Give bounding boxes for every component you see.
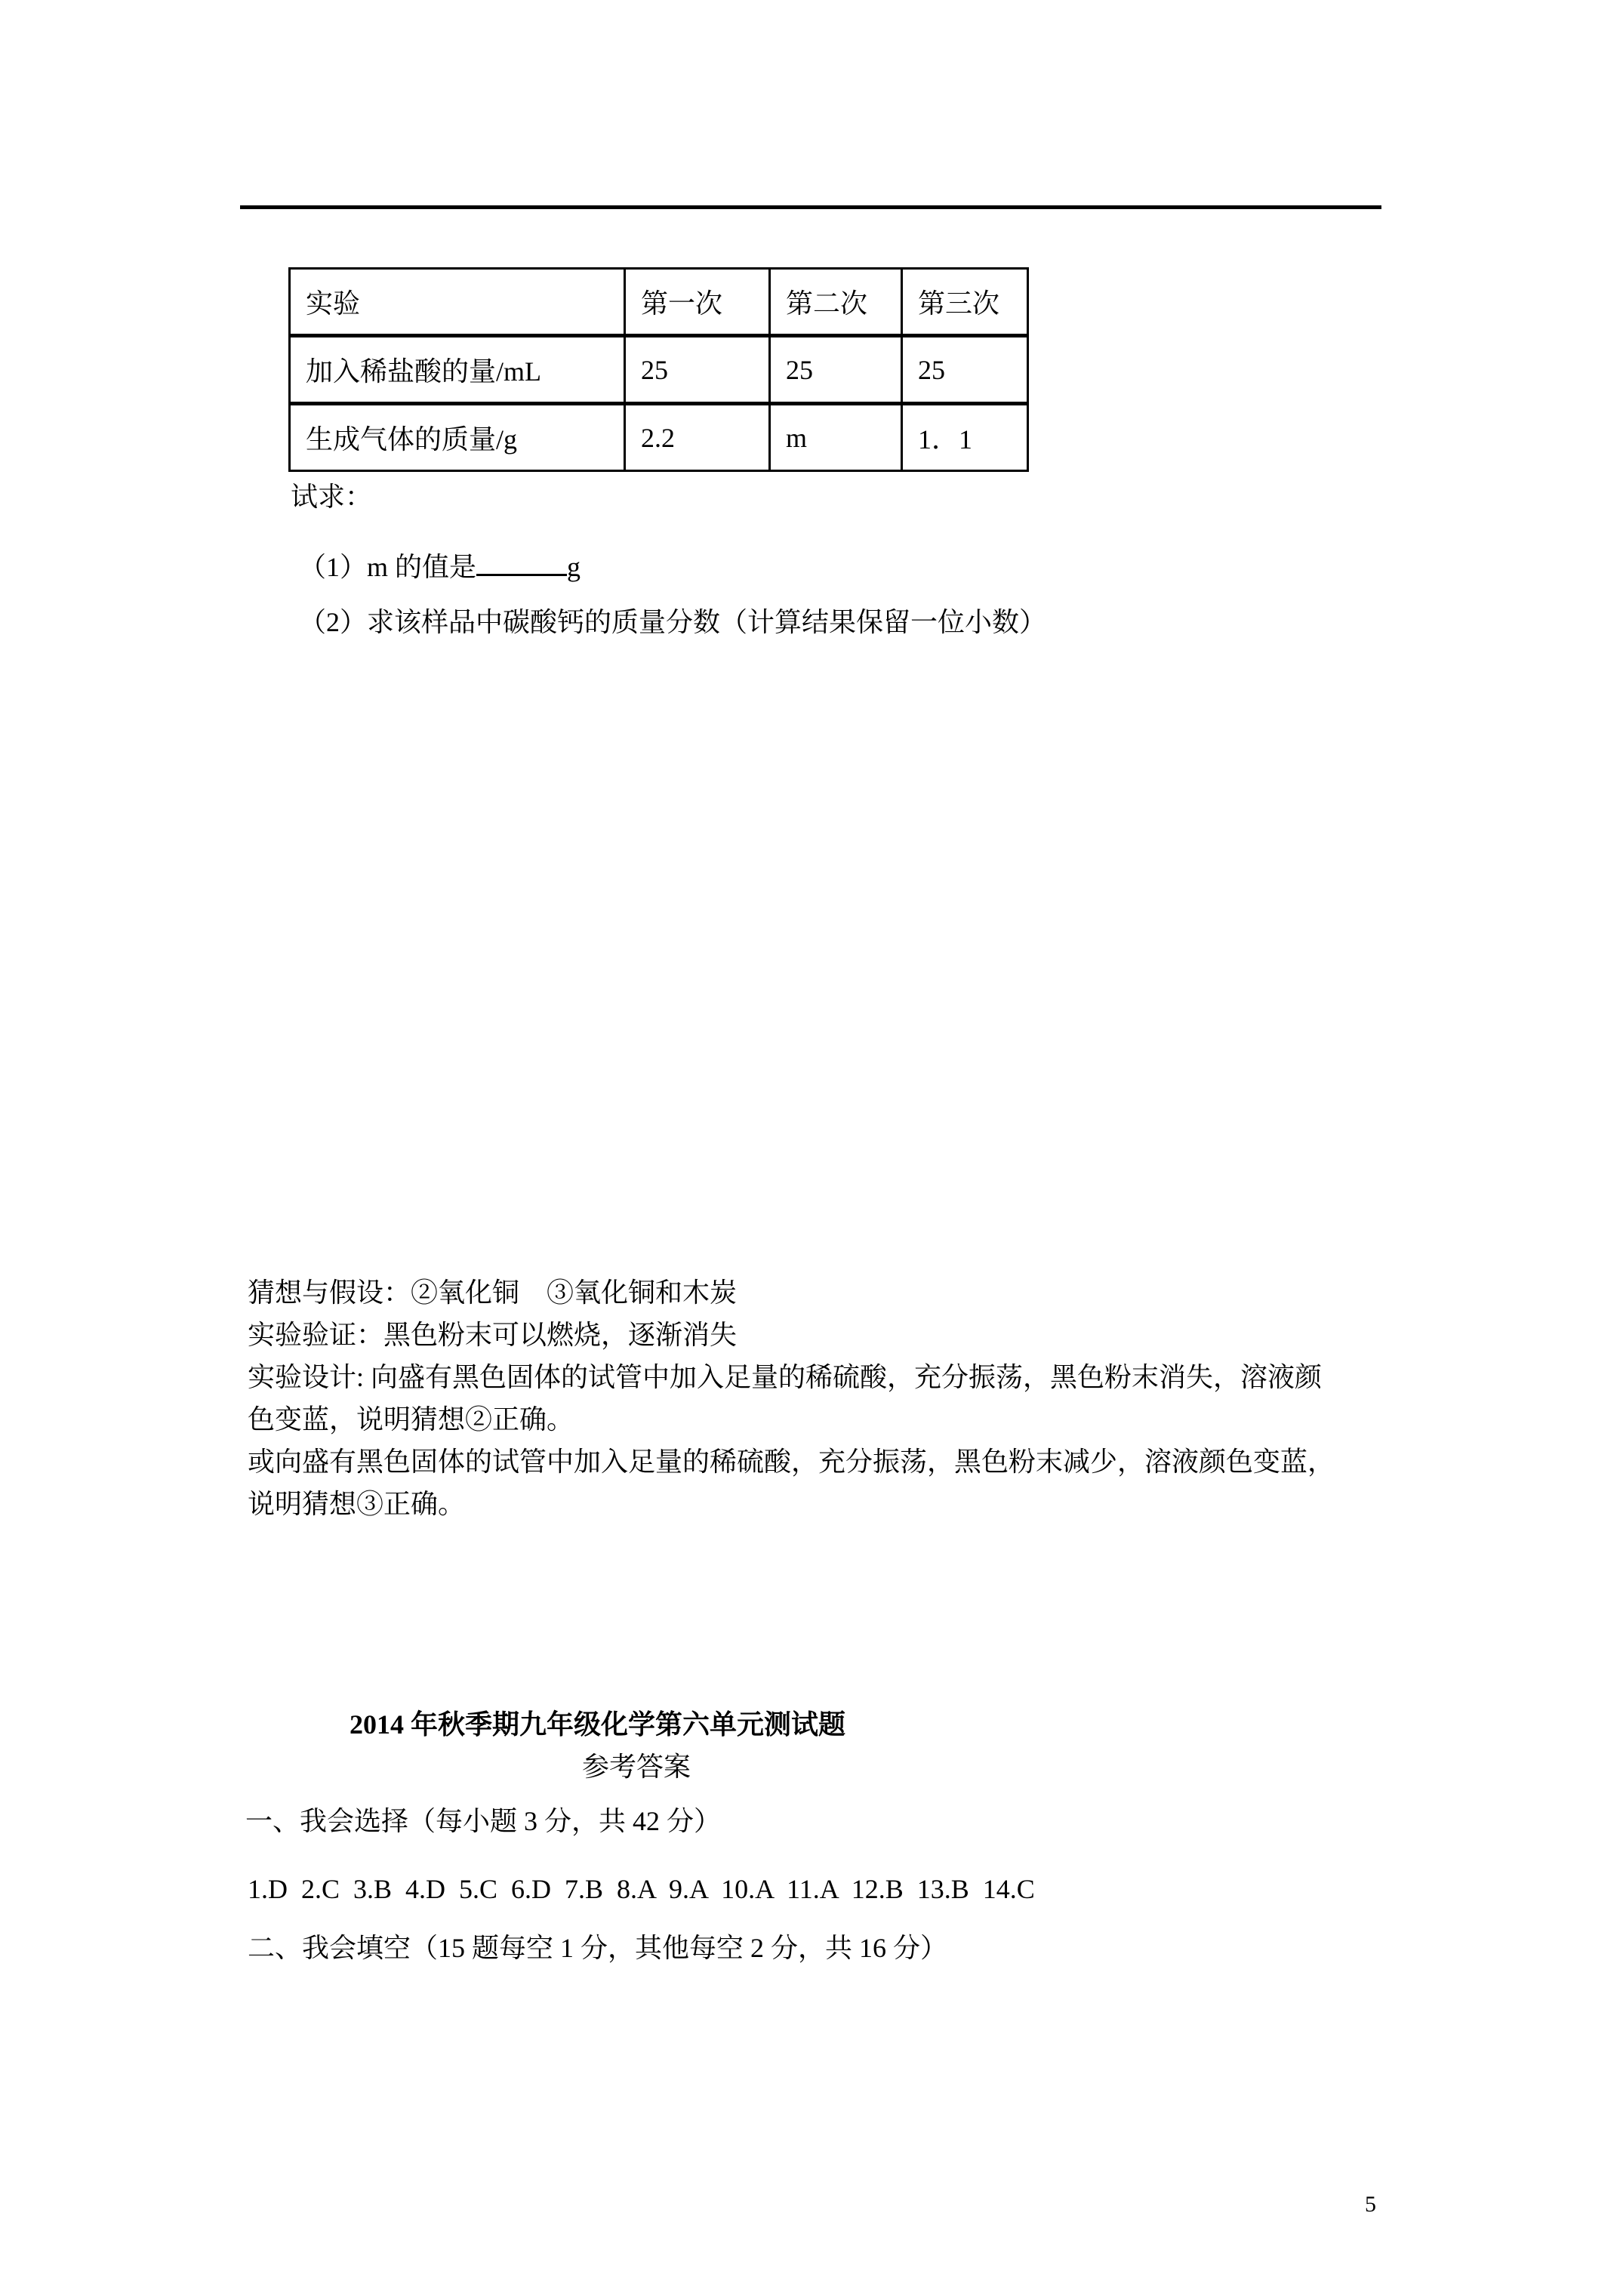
row-label: 加入稀盐酸的量/mL	[290, 336, 625, 404]
table-row	[290, 336, 1028, 404]
section-2-heading: 二、我会填空（15 题每空 1 分，其他每空 2 分，共 16 分）	[248, 1933, 948, 1963]
answer-blank	[476, 545, 567, 576]
table-cell: 25	[902, 336, 1028, 404]
explanation-line: 实验设计: 向盛有黑色固体的试管中加入足量的稀硫酸，充分振荡，黑色粉末消失，溶液颜	[248, 1362, 1323, 1392]
row-label: 生成气体的质量/g	[290, 404, 625, 471]
table-header-cell: 第三次	[902, 269, 1028, 336]
table-header-row	[290, 269, 1028, 336]
answer-key-subtitle: 参考答案	[582, 1752, 691, 1782]
explanation-line: 猜想与假设：②氧化铜 ③氧化铜和木炭	[248, 1277, 738, 1308]
page-number: 5	[1365, 2192, 1376, 2217]
question-2: （2）求该样品中碳酸钙的质量分数（计算结果保留一位小数）	[299, 607, 1047, 637]
question-1	[299, 545, 581, 584]
table-header-cell: 第二次	[770, 269, 902, 336]
question-1-unit: g	[567, 552, 581, 582]
section-1-heading: 一、我会选择（每小题 3 分，共 42 分）	[245, 1806, 722, 1836]
question-1-text: （1）m 的值是	[299, 552, 477, 582]
table-cell: 25	[625, 336, 770, 404]
table-cell: m	[770, 404, 902, 471]
experiment-table	[288, 267, 1029, 472]
table-header-cell: 第一次	[625, 269, 770, 336]
explanation-block	[248, 1271, 1425, 1525]
table-cell: 25	[770, 336, 902, 404]
table-header-cell: 实验	[290, 269, 625, 336]
multiple-choice-answers: 1.D 2.C 3.B 4.D 5.C 6.D 7.B 8.A 9.A 10.A 11.A 12.B 13.B 14.C	[248, 1874, 1035, 1904]
explanation-line: 或向盛有黑色固体的试管中加入足量的稀硫酸，充分振荡，黑色粉末减少，溶液颜色变蓝，	[248, 1447, 1335, 1477]
answer-key-title: 2014 年秋季期九年级化学第六单元测试题	[350, 1709, 846, 1740]
explanation-line: 色变蓝，说明猜想②正确。	[248, 1404, 574, 1435]
explanation-line: 说明猜想③正确。	[248, 1489, 466, 1519]
explanation-line: 实验验证：黑色粉末可以燃烧，逐渐消失	[248, 1320, 738, 1350]
question-intro: 试求：	[291, 482, 373, 512]
table-cell: 1．1	[902, 404, 1028, 471]
header-rule	[240, 205, 1381, 209]
table-row	[290, 404, 1028, 471]
table-cell: 2.2	[625, 404, 770, 471]
